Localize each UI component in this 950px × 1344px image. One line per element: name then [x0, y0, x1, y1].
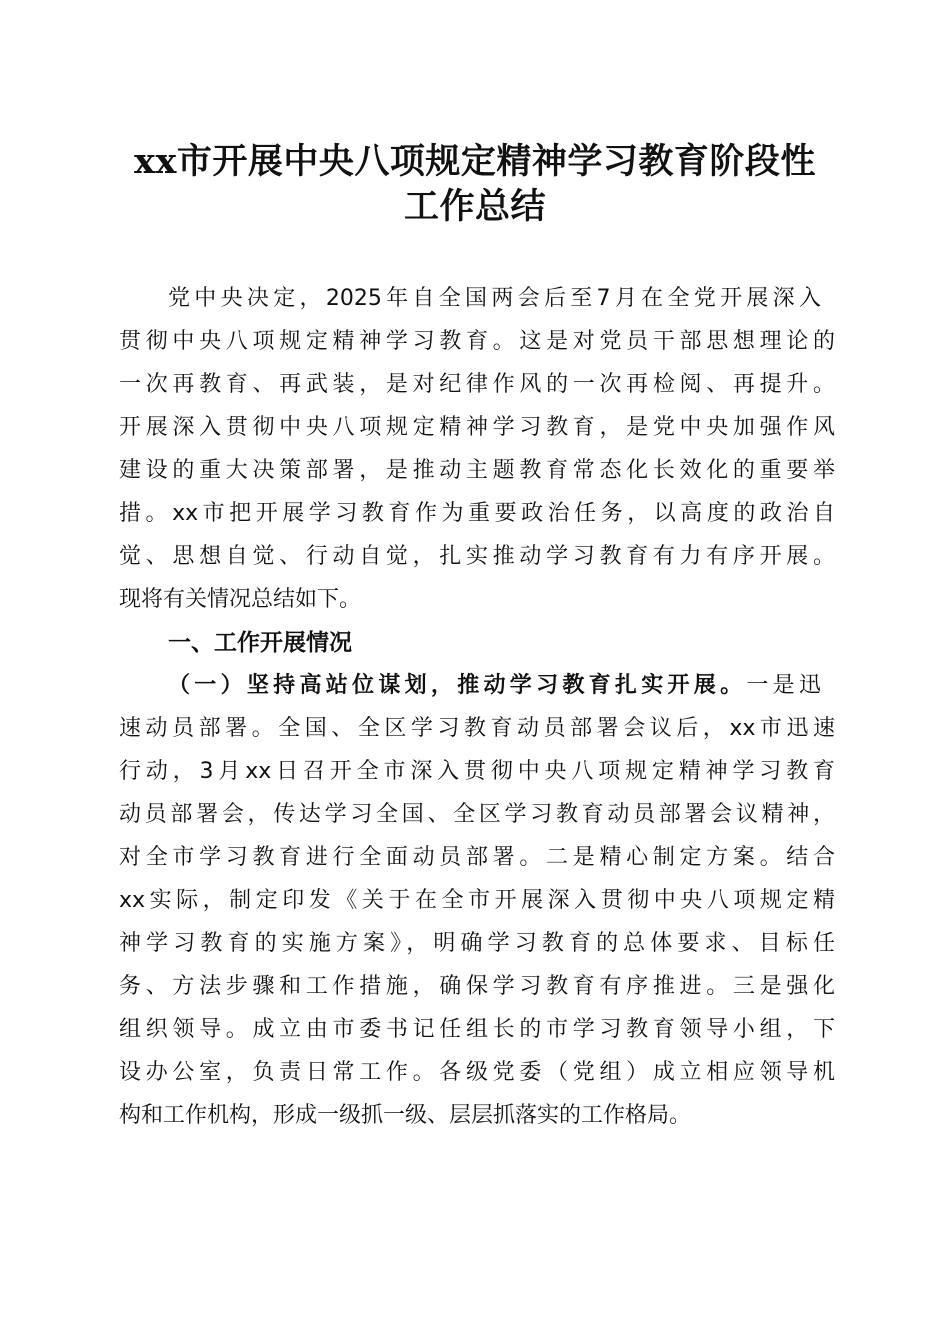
intro-line: 觉、思想自觉、行动自觉，扎实推动学习教育有力有序开展。 — [119, 544, 835, 569]
intro-line: 措。xx市把开展学习教育作为重要政治任务，以高度的政治自 — [119, 501, 835, 526]
document-title-line-1: xx市开展中央八项规定精神学习教育阶段性 — [134, 141, 816, 182]
section-heading: 一、工作开展情况 — [168, 630, 352, 656]
subsection-heading: （一）坚持高站位谋划，推动学习教育扎实开展。 — [168, 673, 747, 698]
intro-line: 贯彻中央八项规定精神学习教育。这是对党员干部思想理论的 — [119, 329, 835, 354]
body-line: xx实际，制定印发《关于在全市开展深入贯彻中央八项规定精 — [119, 888, 835, 913]
body-line: 组织领导。成立由市委书记任组长的市学习教育领导小组，下 — [119, 1017, 835, 1042]
subsection-text: 一是迅 — [746, 673, 821, 698]
intro-line: 开展深入贯彻中央八项规定精神学习教育，是党中央加强作风 — [119, 415, 835, 440]
body-line: 务、方法步骤和工作措施，确保学习教育有序推进。三是强化 — [119, 974, 835, 999]
body-line: 速动员部署。全国、全区学习教育动员部署会议后，xx市迅速 — [119, 716, 835, 741]
intro-line: 现将有关情况总结如下。 — [119, 587, 362, 612]
intro-line: 一次再教育、再武装，是对纪律作风的一次再检阅、再提升。 — [119, 372, 835, 397]
document-title-line-2: 工作总结 — [403, 186, 546, 227]
body-line: 行动，3月xx日召开全市深入贯彻中央八项规定精神学习教育 — [119, 759, 835, 784]
body-line: 对全市学习教育进行全面动员部署。二是精心制定方案。结合 — [119, 845, 835, 870]
intro-line: 党中央决定，2025年自全国两会后至7月在全党开展深入 — [168, 286, 821, 311]
body-line: 设办公室，负责日常工作。各级党委（党组）成立相应领导机 — [119, 1060, 835, 1085]
body-line: 构和工作机构，形成一级抓一级、层层抓落实的工作格局。 — [119, 1103, 692, 1128]
intro-line: 建设的重大决策部署，是推动主题教育常态化长效化的重要举 — [119, 458, 835, 483]
body-line: 动员部署会，传达学习全国、全区学习教育动员部署会议精神， — [119, 802, 835, 827]
subsection-first-line — [168, 671, 821, 701]
body-line: 神学习教育的实施方案》，明确学习教育的总体要求、目标任 — [119, 931, 835, 956]
